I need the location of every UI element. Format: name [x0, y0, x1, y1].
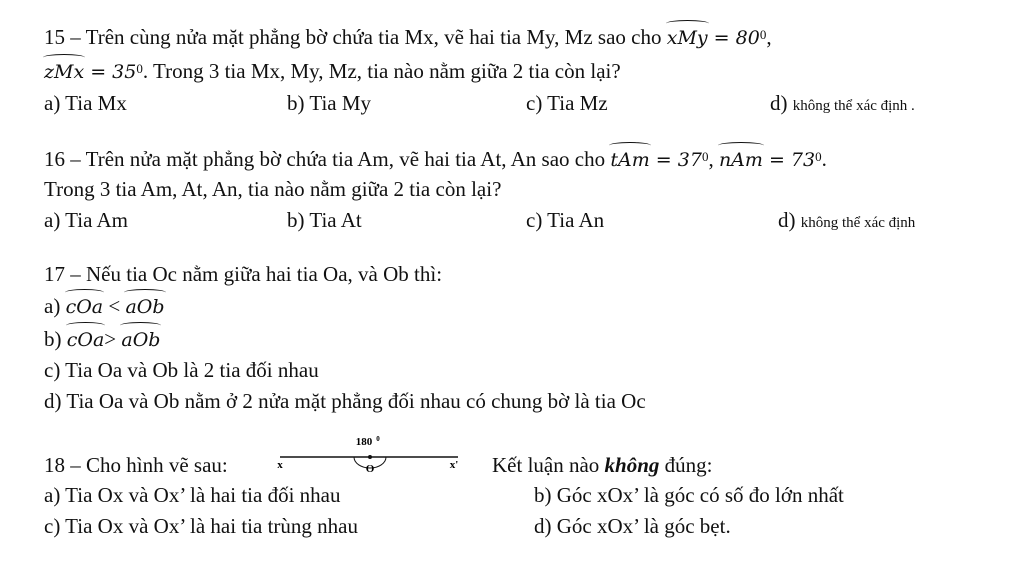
q17-option-b-angle2: aOb [121, 329, 161, 351]
q15-sup1: 0 [759, 27, 767, 42]
q17-option-a [44, 293, 165, 320]
q15-comma: , [766, 25, 772, 49]
q16-sup2: 0 [815, 149, 822, 164]
q16-line1 [44, 146, 827, 173]
q18-question: 18 – Cho hình vẽ sau: [44, 453, 228, 477]
q15-line1 [44, 24, 772, 51]
q16-text-a: 16 – Trên nửa mặt phẳng bờ chứa tia Am, vẽ hai tia At, An sao cho [44, 147, 611, 171]
figure-label-x: x [277, 459, 283, 471]
q16-option-a: a) Tia Am [44, 208, 129, 232]
q16-option-d: d) không thể xác định [778, 208, 916, 232]
q17-option-d: d) Tia Oa và Ob nằm ở 2 nửa mặt phẳng đối nhau có chung bờ là tia Oc [44, 389, 646, 413]
q16-angle1: tAm [610, 149, 650, 171]
q16-line2: Trong 3 tia Am, At, An, tia nào nằm giữa 2 tia còn lại? [44, 177, 502, 201]
q18-option-c: c) Tia Ox và Ox’ là hai tia trùng nhau [44, 514, 358, 538]
q15-sup2: 0 [136, 61, 143, 76]
q17-option-a-angle2: aOb [125, 296, 165, 318]
figure-angle-label: 180 [355, 436, 373, 448]
q16-eq2: = 73 [762, 149, 816, 171]
q18-conclusion-bold: không [604, 453, 660, 477]
q15-option-c: c) Tia Mz [526, 91, 608, 115]
q18-conclusion [492, 452, 713, 478]
q15-angle1: xMy [666, 27, 708, 49]
q18-conclusion-b: đúng: [659, 453, 713, 477]
q17-question: 17 – Nếu tia Oc nằm giữa hai tia Oa, và Ob thì: [44, 262, 443, 286]
q17-option-a-angle1: cOa [65, 296, 104, 318]
q18-option-b: b) Góc xOx’ là góc có số đo lớn nhất [534, 483, 844, 507]
q17-option-b-angle1: cOa [66, 329, 105, 351]
q15-eq1: = 80 [707, 27, 760, 49]
q16-angle2: nAm [718, 149, 763, 171]
q17-option-b-rel: > [104, 327, 122, 351]
figure-label-o: O [365, 463, 375, 475]
q16-option-c: c) Tia An [526, 208, 605, 232]
q18-option-d: d) Góc xOx’ là góc bẹt. [534, 514, 731, 538]
q15-line2 [44, 58, 621, 85]
q18-option-a: a) Tia Ox và Ox’ là hai tia đối nhau [44, 483, 341, 507]
figure-angle-sup: 0 [376, 436, 380, 443]
q15-option-b: b) Tia My [287, 91, 372, 115]
q16-eq1: = 37 [649, 149, 702, 171]
q17-option-b-prefix: b) [44, 327, 67, 351]
q17-option-b [44, 326, 160, 353]
q15-eq2: = 35 [84, 61, 137, 83]
q15-text-b: . Trong 3 tia Mx, My, Mz, tia nào nằm giữa 2 tia còn lại? [142, 59, 621, 83]
q16-comma: , [708, 147, 719, 171]
figure-point-o [368, 455, 372, 459]
q15-option-d: d) không thể xác định . [770, 91, 915, 115]
q17-option-a-rel: < [103, 294, 126, 318]
q16-period: . [821, 147, 827, 171]
q16-option-b: b) Tia At [287, 208, 362, 232]
q17-option-a-prefix: a) [44, 294, 66, 318]
q15-text-a: 15 – Trên cùng nửa mặt phẳng bờ chứa tia Mx, vẽ hai tia My, Mz sao cho [44, 25, 667, 49]
q16-sup1: 0 [701, 149, 709, 164]
figure-label-x-prime: x' [449, 459, 459, 471]
straight-angle-figure [274, 436, 466, 476]
q17-option-c: c) Tia Oa và Ob là 2 tia đối nhau [44, 358, 319, 382]
q15-angle2: zMx [44, 61, 85, 83]
q15-option-a: a) Tia Mx [44, 91, 127, 115]
q18-conclusion-a: Kết luận nào [492, 453, 605, 477]
